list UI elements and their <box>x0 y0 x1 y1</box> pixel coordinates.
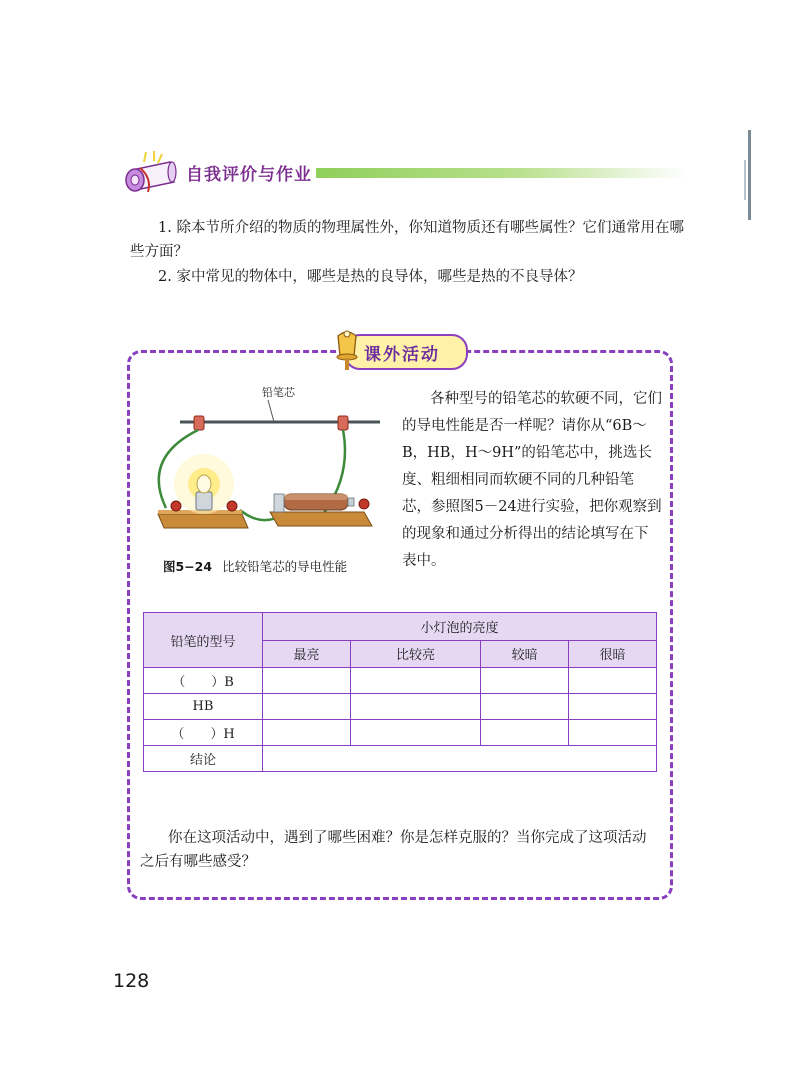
table-cell[interactable] <box>263 694 351 720</box>
row-label-b: （ ）B <box>144 668 263 694</box>
row-label-h: （ ）H <box>144 720 263 746</box>
question-2: 2. 家中常见的物体中，哪些是热的良导体，哪些是热的不良导体？ <box>158 269 583 285</box>
figure-label: 铅笔芯 <box>262 386 295 399</box>
figure-number: 图5−24 <box>163 559 213 574</box>
battery-highlight <box>284 494 348 500</box>
section-header <box>118 148 698 200</box>
figure-caption-text: 比较铅笔芯的导电性能 <box>222 559 348 574</box>
label-pointer <box>268 400 274 422</box>
table-row <box>144 694 657 720</box>
table-cell[interactable] <box>569 694 657 720</box>
table-cell[interactable] <box>263 668 351 694</box>
page-number: 128 <box>113 970 150 992</box>
terminal-3 <box>359 499 369 509</box>
table-cell[interactable] <box>481 668 569 694</box>
activity-title-badge <box>330 326 468 374</box>
table-cell[interactable] <box>481 694 569 720</box>
table-cell[interactable] <box>350 720 480 746</box>
bell-icon <box>330 326 364 372</box>
column-header-model: 铅笔的型号 <box>144 613 263 668</box>
clip-right <box>338 416 348 430</box>
terminal-2 <box>227 501 237 511</box>
circuit-illustration <box>152 378 382 538</box>
battery-holder-left <box>274 494 284 512</box>
row-label-conclusion: 结论 <box>144 746 263 772</box>
question-1: 1. 除本节所介绍的物质的物理属性外，你知道物质还有哪些属性？它们通常用在哪些方面？ <box>130 220 684 260</box>
terminal-1 <box>171 501 181 511</box>
section-title: 自我评价与作业 <box>186 165 312 185</box>
lamp-base-board <box>158 514 248 528</box>
battery-cap <box>348 498 354 506</box>
lamp-socket <box>196 492 212 510</box>
table-cell[interactable] <box>263 720 351 746</box>
activity-description: 各种型号的铅笔芯的软硬不同，它们的导电性能是否一样呢？请你从“6B～B，HB，H～9H”的铅笔芯中，挑选长度、粗细相同而软硬不同的几种铅笔芯，参照图5－24进行实验，把你观察到的现象和通过分析得出的结论填写在下表中。 <box>402 391 662 569</box>
table-cell[interactable] <box>569 720 657 746</box>
column-header-brightness: 小灯泡的亮度 <box>263 613 657 641</box>
results-table <box>143 612 657 772</box>
scroll-icon <box>118 148 182 200</box>
table-cell[interactable] <box>481 720 569 746</box>
subheader-very-dim: 很暗 <box>569 640 657 668</box>
table-row <box>144 746 657 772</box>
table-row <box>144 720 657 746</box>
activity-title: 课外活动 <box>364 345 440 365</box>
subheader-dim: 较暗 <box>481 640 569 668</box>
subheader-brightest: 最亮 <box>263 640 351 668</box>
conclusion-cell[interactable] <box>263 746 657 772</box>
page-edge-mark <box>748 130 751 220</box>
figure-caption <box>163 557 347 575</box>
table-cell[interactable] <box>350 694 480 720</box>
row-label-hb: HB <box>144 694 263 720</box>
battery-base-board <box>270 512 372 526</box>
clip-left <box>194 416 204 430</box>
table-cell[interactable] <box>569 668 657 694</box>
page-edge-mark-light <box>744 160 746 200</box>
light-bulb <box>197 475 211 493</box>
activity-question: 你在这项活动中，遇到了哪些困难？你是怎样克服的？当你完成了这项活动之后有哪些感受？ <box>140 830 647 870</box>
section-title-bar <box>316 168 686 178</box>
subheader-brighter: 比较亮 <box>350 640 480 668</box>
table-row <box>144 668 657 694</box>
table-cell[interactable] <box>350 668 480 694</box>
